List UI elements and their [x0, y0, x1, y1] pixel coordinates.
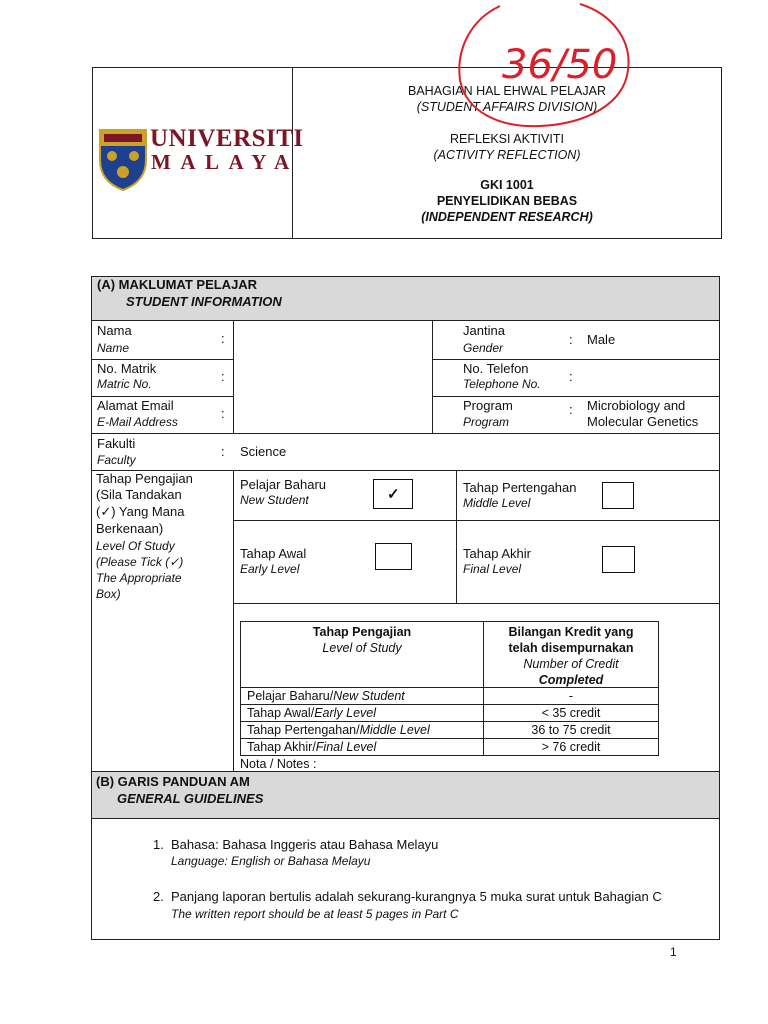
level-label-en-line3: The Appropriate	[96, 571, 182, 585]
credit-row-value: < 35 credit	[541, 706, 601, 720]
guideline-number: 1.	[153, 837, 164, 852]
early-level-checkbox[interactable]	[375, 543, 412, 570]
program-value-line2: Molecular Genetics	[587, 414, 699, 429]
guideline-number: 2.	[153, 889, 164, 904]
credit-col1-title: Tahap Pengajian	[312, 625, 412, 639]
level-label-en-line4: Box)	[96, 587, 121, 601]
guideline-item-2-en: The written report should be at least 5 pages in Part C	[171, 907, 459, 921]
division-subtitle: (STUDENT AFFAIRS DIVISION)	[416, 100, 598, 114]
email-label-en: E-Mail Address	[97, 415, 178, 429]
page-number: 1	[670, 945, 677, 959]
phone-label: No. Telefon	[463, 361, 529, 376]
phone-label-en: Telephone No.	[463, 377, 541, 391]
email-label: Alamat Email	[97, 398, 174, 413]
credit-col2-title-line2: telah disempurnakan	[508, 641, 634, 655]
faculty-label-en: Faculty	[97, 453, 136, 467]
name-label: Nama	[97, 323, 132, 338]
matric-label: No. Matrik	[97, 361, 157, 376]
course-title: PENYELIDIKAN BEBAS	[436, 194, 578, 208]
check-icon: ✓	[387, 486, 400, 503]
faculty-label: Fakulti	[97, 436, 136, 451]
program-label: Program	[463, 398, 513, 413]
level-label-line2: (Sila Tandakan	[96, 487, 182, 502]
score-text: 36/50	[502, 42, 618, 88]
section-b-title: (B) GARIS PANDUAN AM	[96, 774, 250, 789]
document-title: REFLEKSI AKTIVITI	[450, 132, 564, 146]
email-colon: :	[221, 406, 225, 421]
credit-row-label: Tahap Pertengahan/Middle Level	[247, 723, 430, 737]
gender-label: Jantina	[463, 323, 505, 338]
new-student-label: Pelajar Baharu	[240, 477, 326, 492]
middle-level-checkbox[interactable]	[602, 482, 634, 509]
phone-colon: :	[569, 369, 573, 384]
guideline-item-1-en: Language: English or Bahasa Melayu	[171, 854, 371, 868]
final-level-checkbox[interactable]	[602, 546, 635, 573]
credit-row-label: Pelajar Baharu/New Student	[247, 689, 405, 703]
program-label-en: Program	[463, 415, 510, 429]
guideline-item-1: Bahasa: Bahasa Inggeris atau Bahasa Melayu	[171, 837, 439, 852]
level-label-line4: Berkenaan)	[96, 521, 164, 536]
name-label-en: Name	[97, 341, 130, 355]
section-b-subtitle: GENERAL GUIDELINES	[117, 791, 264, 806]
credit-row-value: > 76 credit	[541, 740, 601, 754]
level-label-line1: Tahap Pengajian	[96, 471, 193, 486]
early-level-label-en: Early Level	[240, 562, 300, 576]
early-level-label: Tahap Awal	[240, 546, 307, 561]
university-crest-icon	[98, 126, 148, 192]
course-code: GKI 1001	[480, 178, 534, 192]
credit-col2-title-line1: Bilangan Kredit yang	[508, 625, 634, 639]
credit-row-value: 36 to 75 credit	[531, 723, 611, 737]
final-level-label-en: Final Level	[463, 562, 522, 576]
final-level-label: Tahap Akhir	[463, 546, 531, 561]
guideline-item-2: Panjang laporan bertulis adalah sekurang-kurangnya 5 muka surat untuk Bahagian C	[171, 889, 662, 904]
division-title: BAHAGIAN HAL EHWAL PELAJAR	[408, 84, 606, 98]
matric-label-en: Matric No.	[97, 377, 152, 391]
middle-level-label: Tahap Pertengahan	[463, 480, 577, 495]
level-label-en-line2: (Please Tick (✓)	[96, 555, 184, 569]
level-label-en-line1: Level Of Study	[96, 539, 175, 553]
credit-col2-subtitle-line2: Completed	[538, 673, 604, 687]
credit-col1-subtitle: Level of Study	[322, 641, 402, 655]
credit-row-label: Tahap Awal/Early Level	[247, 706, 377, 720]
logo-text-universiti: UNIVERSITI	[150, 125, 304, 152]
section-a-subtitle: STUDENT INFORMATION	[126, 294, 282, 309]
document-subtitle: (ACTIVITY REFLECTION)	[433, 148, 581, 162]
middle-level-label-en: Middle Level	[463, 496, 531, 510]
faculty-colon: :	[221, 444, 225, 459]
program-colon: :	[569, 402, 573, 417]
credit-col2-subtitle-line1: Number of Credit	[523, 657, 619, 671]
handwritten-score-annotation	[440, 0, 640, 135]
program-value-line1: Microbiology and	[587, 398, 686, 413]
section-a-title: (A) MAKLUMAT PELAJAR	[97, 277, 258, 292]
faculty-value: Science	[240, 444, 287, 459]
credit-row-label: Tahap Akhir/Final Level	[247, 740, 377, 754]
logo-text-malaya: MALAYA	[151, 150, 299, 174]
faculty-row	[91, 433, 720, 471]
matric-colon: :	[221, 369, 225, 384]
name-colon: :	[221, 331, 225, 346]
course-subtitle: (INDEPENDENT RESEARCH)	[421, 210, 593, 224]
credit-row-value: -	[568, 689, 574, 703]
gender-colon: :	[569, 332, 573, 347]
gender-value: Male	[587, 332, 616, 347]
new-student-label-en: New Student	[240, 493, 309, 507]
gender-label-en: Gender	[463, 341, 504, 355]
level-label-line3: (✓) Yang Mana	[96, 504, 185, 519]
notes-label: Nota / Notes :	[240, 757, 317, 771]
